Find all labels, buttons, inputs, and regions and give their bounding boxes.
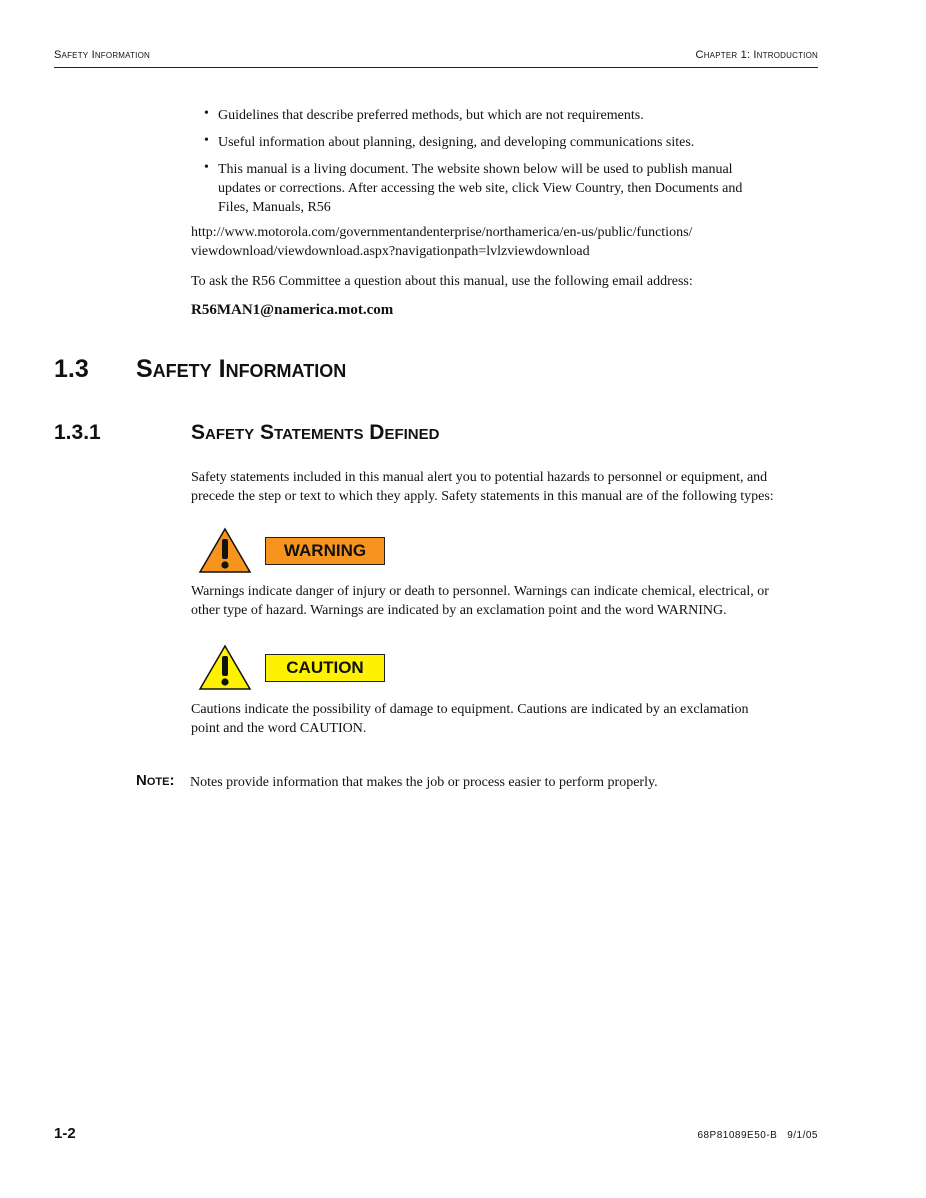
intro-line: precede the step or text to which they apply. Safety statements in this manual are of the following types: (191, 489, 774, 504)
note-label: Note: (136, 772, 175, 789)
caution-line: point and the word CAUTION. (191, 721, 367, 736)
manual-url-line[interactable]: http://www.motorola.com/governmentandenterprise/northamerica/en-us/public/functions/ (191, 225, 693, 240)
intro-paragraph (191, 468, 774, 506)
document-number: 68P81089E50-B (697, 1130, 778, 1141)
warning-icon (198, 527, 252, 574)
bullet-marker: • (204, 160, 209, 175)
subsection-number: 1.3.1 (54, 421, 101, 444)
bullet-marker: • (204, 106, 209, 121)
list-item: Useful information about planning, designing, and developing communications sites. (218, 135, 695, 150)
manual-url-line[interactable]: viewdownload/viewdownload.aspx?navigationpath=lvlzviewdownload (191, 244, 590, 259)
caution-label: CAUTION (265, 654, 385, 682)
question-text: To ask the R56 Committee a question about this manual, use the following email address: (191, 274, 693, 289)
contact-email[interactable]: R56MAN1@namerica.mot.com (191, 302, 394, 318)
caution-line: Cautions indicate the possibility of damage to equipment. Cautions are indicated by an exclamation (191, 702, 749, 717)
warning-description (191, 582, 769, 620)
list-item: Guidelines that describe preferred methods, but which are not requirements. (218, 108, 644, 123)
intro-line: Safety statements included in this manual alert you to potential hazards to personnel or equipment, and (191, 470, 768, 485)
warning-line: other type of hazard. Warnings are indicated by an exclamation point and the word WARNING. (191, 603, 727, 618)
bullet-marker: • (204, 133, 209, 148)
warning-label: WARNING (265, 537, 385, 565)
warning-line: Warnings indicate danger of injury or death to personnel. Warnings can indicate chemical, electrical, or (191, 584, 769, 599)
running-header-left: Safety Information (54, 49, 151, 61)
list-item-line: This manual is a living document. The website shown below will be used to publish manual (218, 162, 733, 177)
subsection-title: Safety Statements Defined (191, 421, 440, 444)
manual-url[interactable] (191, 223, 692, 261)
document-date: 9/1/05 (787, 1130, 818, 1141)
caution-icon (198, 644, 252, 691)
section-title: Safety Information (136, 355, 347, 383)
list-item-line: Files, Manuals, R56 (218, 200, 331, 215)
document-id (697, 1130, 818, 1141)
running-header-right: Chapter 1: Introduction (695, 49, 818, 61)
section-number: 1.3 (54, 355, 89, 383)
page-number: 1-2 (54, 1125, 76, 1142)
header-rule (54, 67, 818, 68)
note-text: Notes provide information that makes the job or process easier to perform properly. (190, 775, 658, 790)
caution-description (191, 700, 749, 738)
list-item-line: updates or corrections. After accessing the web site, click View Country, then Documents and (218, 181, 743, 196)
list-item (218, 160, 742, 217)
